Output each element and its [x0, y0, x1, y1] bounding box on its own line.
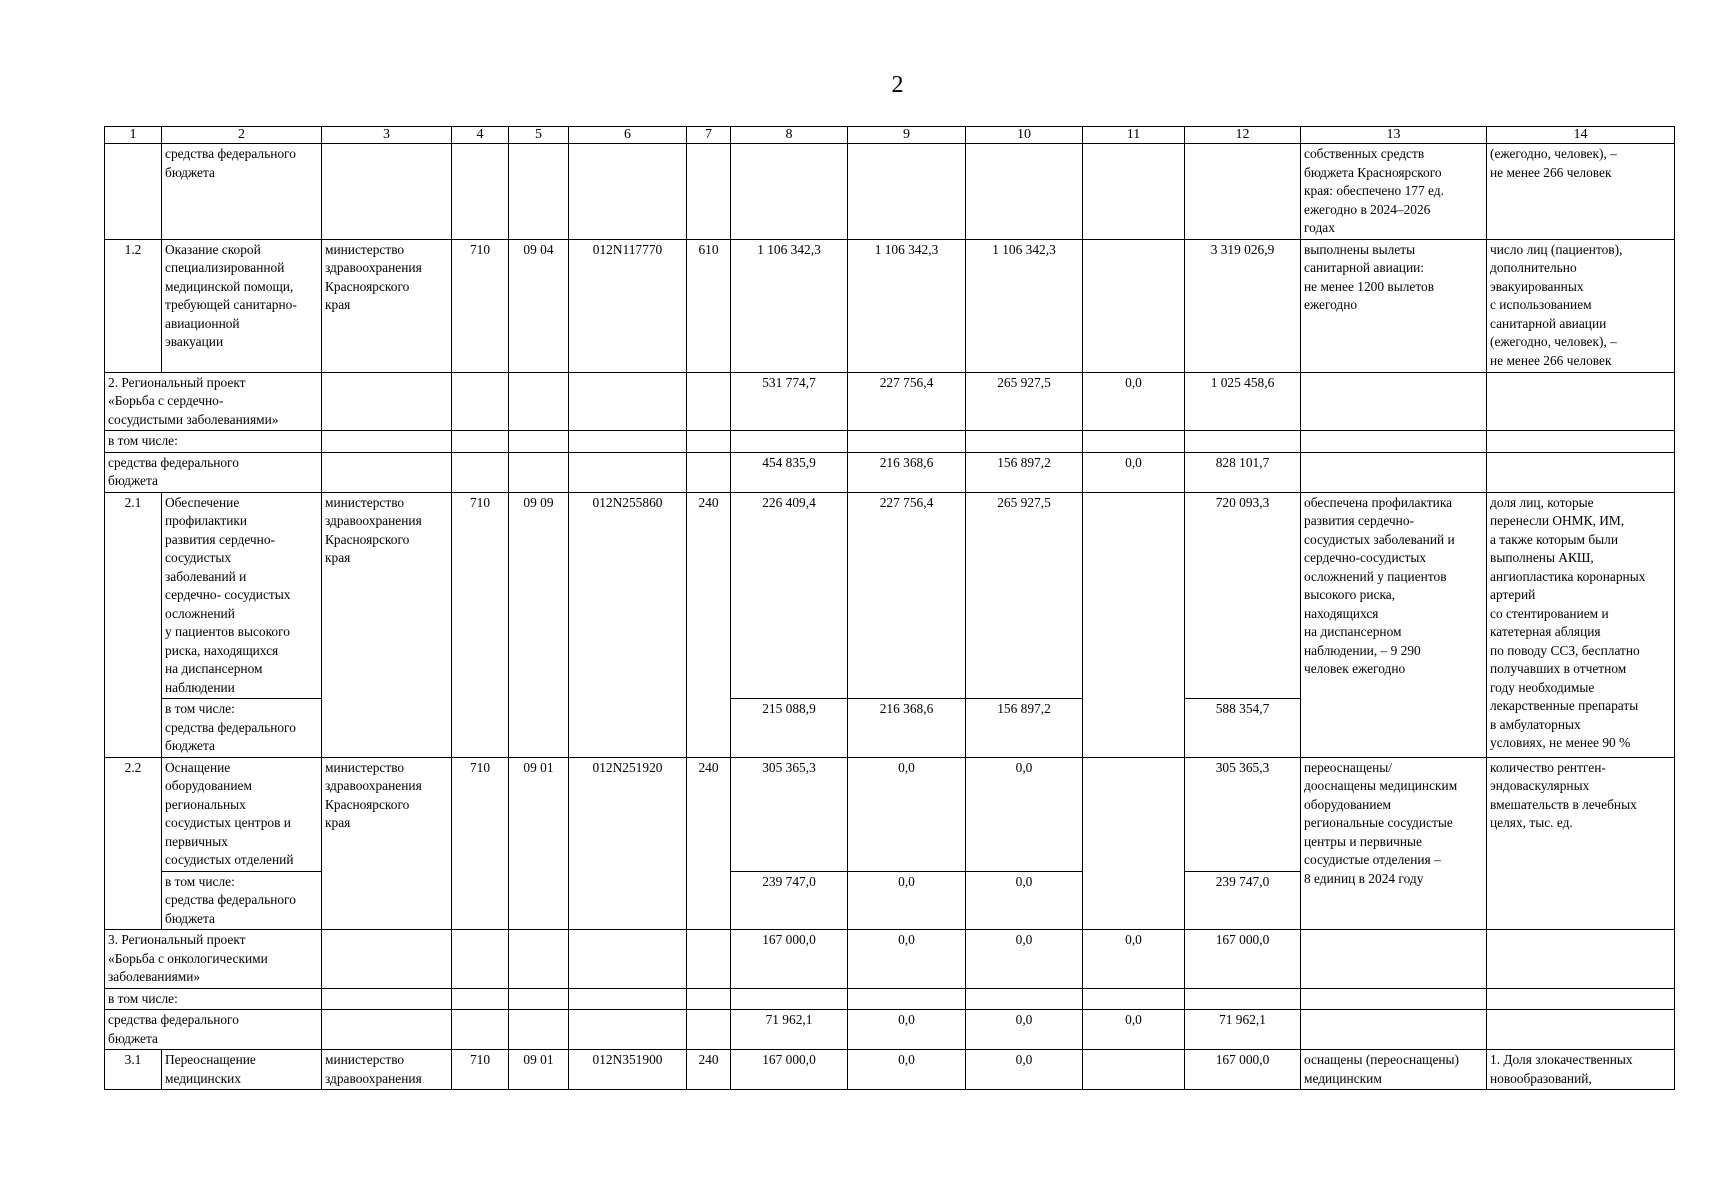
- col-header: 11: [1083, 127, 1185, 144]
- code-csr: 012N117770: [569, 239, 687, 372]
- amount-total: 305 365,3: [1185, 757, 1301, 871]
- table-row: [105, 239, 1675, 372]
- amount-2026: 265 927,5: [966, 372, 1083, 431]
- amount-col11: [1083, 239, 1185, 372]
- executor: министерство здравоохранения: [322, 1050, 452, 1090]
- amount-2025: 227 756,4: [848, 372, 966, 431]
- code-csr: 012N255860: [569, 492, 687, 757]
- row-name: Оснащение оборудованием региональных сосудистых центров и первичных сосудистых отделений: [162, 757, 322, 871]
- code-gr: 710: [452, 757, 509, 930]
- amount-total: 3 319 026,9: [1185, 239, 1301, 372]
- amount-total: 71 962,1: [1185, 1010, 1301, 1050]
- table-row: [105, 144, 1675, 240]
- row-name: средства федерального бюджета: [162, 144, 322, 240]
- including-label: в том числе:: [105, 431, 322, 453]
- amount-2024: 71 962,1: [731, 1010, 848, 1050]
- amount-col11: [1083, 492, 1185, 757]
- col-header: 3: [322, 127, 452, 144]
- amount-col11: 0,0: [1083, 452, 1185, 492]
- amount-2026: 265 927,5: [966, 492, 1083, 699]
- col-header: 6: [569, 127, 687, 144]
- federal-funds-label: в том числе: средства федерального бюджета: [162, 871, 322, 930]
- row-number: 2.1: [105, 492, 162, 757]
- amount-2026: 0,0: [966, 930, 1083, 989]
- result-text: обеспечена профилактика развития сердечно- сосудистых заболеваний и сердечно-сосудистых осложнений у пациентов высокого риска, находящихся на диспансерном наблюдении, – 9 290 человек ежегодно: [1301, 492, 1487, 757]
- amount-2025: 227 756,4: [848, 492, 966, 699]
- amount-2024: 167 000,0: [731, 1050, 848, 1090]
- col-header: 10: [966, 127, 1083, 144]
- executor: министерство здравоохранения Красноярского края: [322, 492, 452, 757]
- indicator-text: 1. Доля злокачественных новообразований,: [1487, 1050, 1675, 1090]
- amount-2024: 239 747,0: [731, 871, 848, 930]
- result-text: оснащены (переоснащены) медицинским: [1301, 1050, 1487, 1090]
- amount-2024: 454 835,9: [731, 452, 848, 492]
- header-row: [105, 127, 1675, 144]
- indicator-text: количество рентген- эндоваскулярных вмешательств в лечебных целях, тыс. ед.: [1487, 757, 1675, 930]
- amount-total: 239 747,0: [1185, 871, 1301, 930]
- code-rzpr: 09 01: [509, 757, 569, 930]
- federal-funds-label: средства федерального бюджета: [105, 1010, 322, 1050]
- amount-2026: 156 897,2: [966, 452, 1083, 492]
- code-vr: 240: [687, 757, 731, 930]
- indicator-text: доля лиц, которые перенесли ОНМК, ИМ, а также которым были выполнены АКШ, ангиопластика коронарных артерий со стентированием и катетерная абляция по поводу ССЗ, бесплатно получавших в отчетном году необходимые лекарственные препараты в амбулаторных условиях, не менее 90 %: [1487, 492, 1675, 757]
- amount-2025: 216 368,6: [848, 452, 966, 492]
- amount-2026: 0,0: [966, 1010, 1083, 1050]
- code-gr: 710: [452, 239, 509, 372]
- amount-col11: 0,0: [1083, 1010, 1185, 1050]
- row-name: Переоснащение медицинских: [162, 1050, 322, 1090]
- amount-2026: 1 106 342,3: [966, 239, 1083, 372]
- project-name: 2. Региональный проект «Борьба с сердечно- сосудистыми заболеваниями»: [105, 372, 322, 431]
- code-rzpr: 09 04: [509, 239, 569, 372]
- amount-total: 828 101,7: [1185, 452, 1301, 492]
- budget-table: [104, 126, 1675, 1090]
- code-rzpr: 09 01: [509, 1050, 569, 1090]
- amount-total: 1 025 458,6: [1185, 372, 1301, 431]
- executor: министерство здравоохранения Красноярского края: [322, 239, 452, 372]
- amount-total: 167 000,0: [1185, 1050, 1301, 1090]
- code-rzpr: 09 09: [509, 492, 569, 757]
- col-header: 8: [731, 127, 848, 144]
- col-header: 14: [1487, 127, 1675, 144]
- amount-2024: 1 106 342,3: [731, 239, 848, 372]
- amount-total: 588 354,7: [1185, 699, 1301, 758]
- amount-2024: 531 774,7: [731, 372, 848, 431]
- amount-2024: 215 088,9: [731, 699, 848, 758]
- row-number: 3.1: [105, 1050, 162, 1090]
- amount-total: 720 093,3: [1185, 492, 1301, 699]
- table-row: [105, 1050, 1675, 1090]
- result-text: собственных средств бюджета Красноярского края: обеспечено 177 ед. ежегодно в 2024–2026 годах: [1301, 144, 1487, 240]
- table-row: [105, 372, 1675, 431]
- col-header: 1: [105, 127, 162, 144]
- row-number: 1.2: [105, 239, 162, 372]
- code-vr: 610: [687, 239, 731, 372]
- including-label: в том числе:: [105, 988, 322, 1010]
- amount-col11: 0,0: [1083, 930, 1185, 989]
- table-row: [105, 757, 1675, 871]
- col-header: 2: [162, 127, 322, 144]
- table-row: [105, 988, 1675, 1010]
- page-number: 2: [891, 72, 904, 98]
- federal-funds-label: средства федерального бюджета: [105, 452, 322, 492]
- table-row: [105, 930, 1675, 989]
- project-name: 3. Региональный проект «Борьба с онкологическими заболеваниями»: [105, 930, 322, 989]
- amount-2024: 167 000,0: [731, 930, 848, 989]
- col-header: 9: [848, 127, 966, 144]
- code-gr: 710: [452, 1050, 509, 1090]
- indicator-text: (ежегодно, человек), – не менее 266 человек: [1487, 144, 1675, 240]
- code-gr: 710: [452, 492, 509, 757]
- amount-2025: 0,0: [848, 757, 966, 871]
- result-text: выполнены вылеты санитарной авиации: не менее 1200 вылетов ежегодно: [1301, 239, 1487, 372]
- amount-2025: 0,0: [848, 1050, 966, 1090]
- table-row: [105, 1010, 1675, 1050]
- code-csr: 012N251920: [569, 757, 687, 930]
- code-vr: 240: [687, 1050, 731, 1090]
- col-header: 4: [452, 127, 509, 144]
- indicator-text: число лиц (пациентов), дополнительно эвакуированных с использованием санитарной авиации (ежегодно, человек), – не менее 266 человек: [1487, 239, 1675, 372]
- amount-col11: 0,0: [1083, 372, 1185, 431]
- row-name: Оказание скорой специализированной медицинской помощи, требующей санитарно- авиационной эвакуации: [162, 239, 322, 372]
- amount-2026: 0,0: [966, 757, 1083, 871]
- table-row: [105, 431, 1675, 453]
- amount-2025: 0,0: [848, 871, 966, 930]
- amount-total: 167 000,0: [1185, 930, 1301, 989]
- table-row: [105, 492, 1675, 699]
- amount-2026: 0,0: [966, 1050, 1083, 1090]
- col-header: 5: [509, 127, 569, 144]
- amount-2024: 226 409,4: [731, 492, 848, 699]
- code-csr: 012N351900: [569, 1050, 687, 1090]
- executor: министерство здравоохранения Красноярского края: [322, 757, 452, 930]
- col-header: 7: [687, 127, 731, 144]
- row-name: Обеспечение профилактики развития сердечно- сосудистых заболеваний и сердечно- сосудистых осложнений у пациентов высокого риска, находящихся на диспансерном наблюдении: [162, 492, 322, 699]
- col-header: 12: [1185, 127, 1301, 144]
- table-row: [105, 452, 1675, 492]
- amount-2024: 305 365,3: [731, 757, 848, 871]
- code-vr: 240: [687, 492, 731, 757]
- amount-2025: 0,0: [848, 930, 966, 989]
- result-text: переоснащены/ дооснащены медицинским оборудованием региональные сосудистые центры и первичные сосудистые отделения – 8 единиц в 2024 году: [1301, 757, 1487, 930]
- amount-2026: 0,0: [966, 871, 1083, 930]
- row-number: 2.2: [105, 757, 162, 930]
- amount-2026: 156 897,2: [966, 699, 1083, 758]
- amount-2025: 1 106 342,3: [848, 239, 966, 372]
- amount-2025: 216 368,6: [848, 699, 966, 758]
- amount-2025: 0,0: [848, 1010, 966, 1050]
- federal-funds-label: в том числе: средства федерального бюджета: [162, 699, 322, 758]
- col-header: 13: [1301, 127, 1487, 144]
